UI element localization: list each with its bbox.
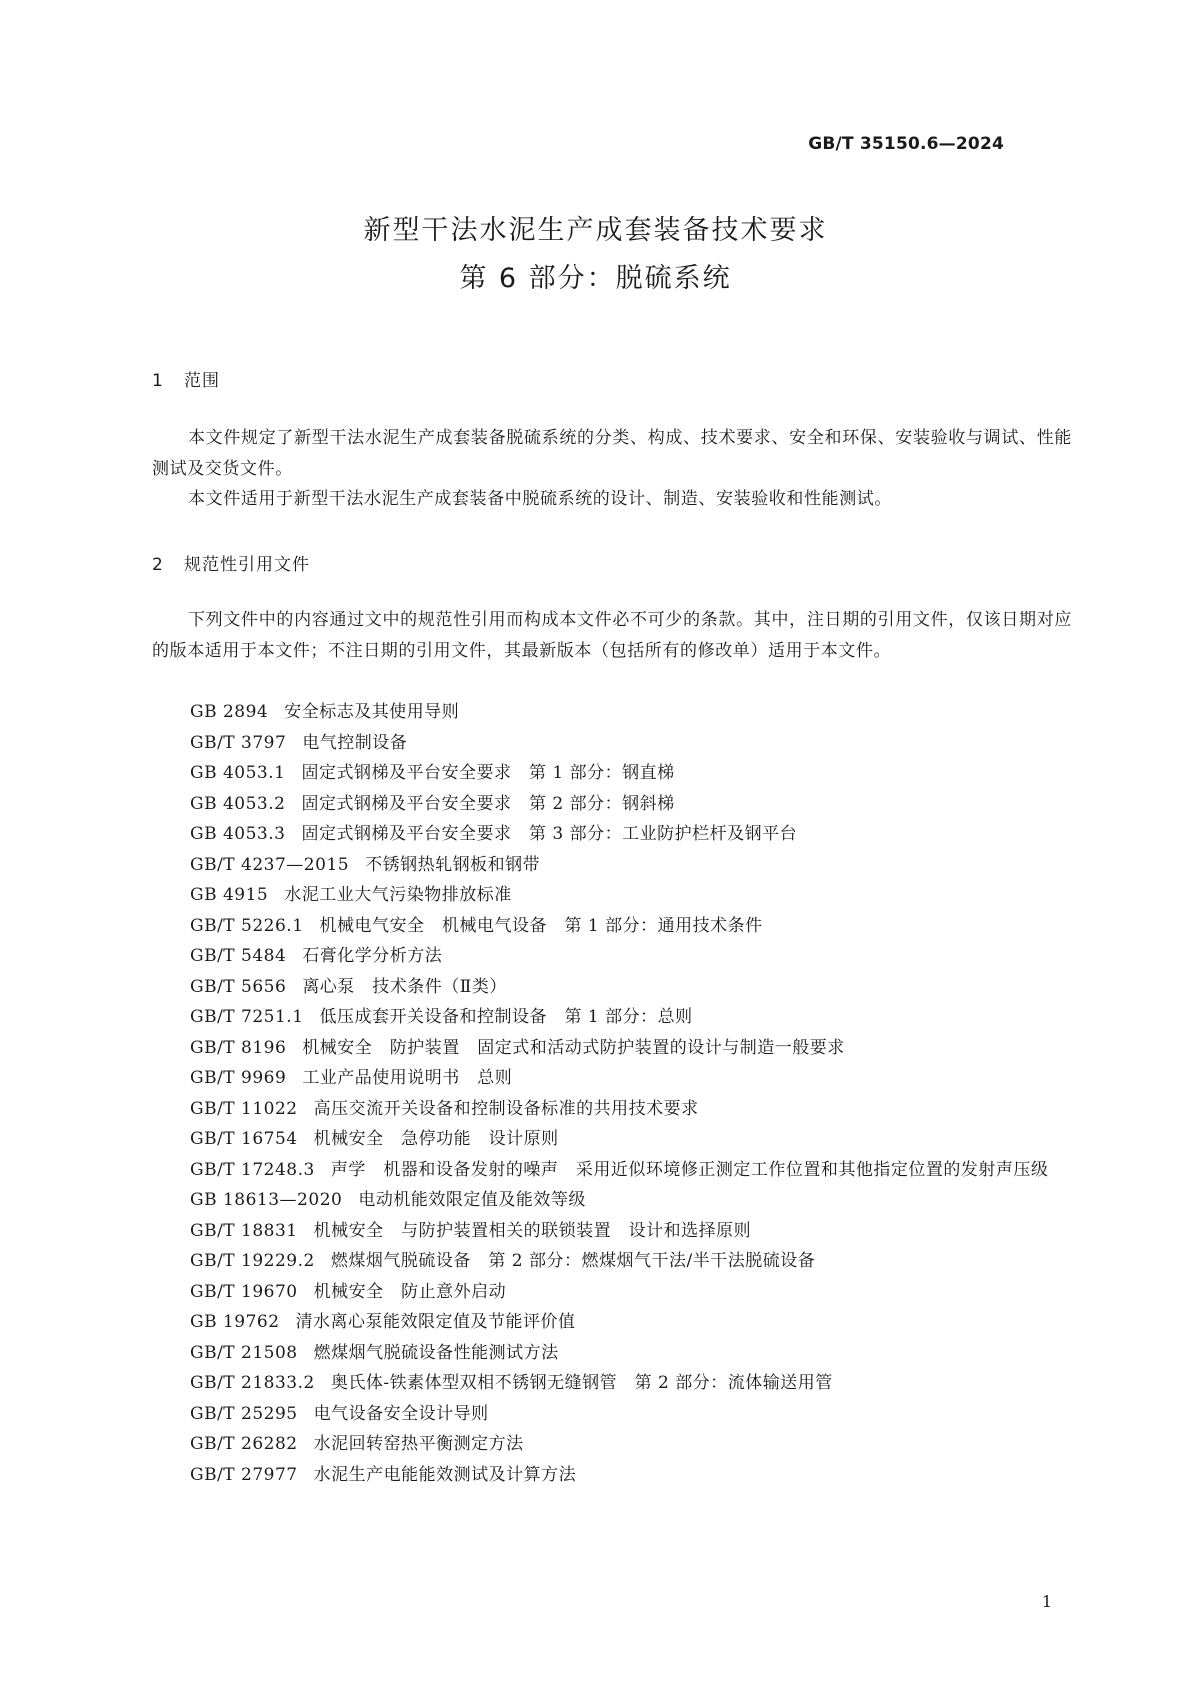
reference-title: 机械安全 防护装置 固定式和活动式防护装置的设计与制造一般要求: [302, 1037, 845, 1058]
reference-title: 清水离心泵能效限定值及节能评价值: [295, 1312, 576, 1332]
reference-title: 水泥生产电能能效测试及计算方法: [313, 1464, 577, 1485]
reference-code: GB/T 18831: [190, 1220, 298, 1241]
reference-item: [152, 1063, 1072, 1094]
reference-item: [152, 911, 1072, 942]
section-2-number: 2: [152, 555, 164, 575]
reference-code: GB 2894: [190, 702, 269, 722]
section-2-title: 规范性引用文件: [184, 555, 310, 575]
scope-paragraph-2: 本文件适用于新型干法水泥生产成套装备中脱硫系统的设计、制造、安装验收和性能测试。: [188, 489, 892, 509]
reference-item: [152, 850, 1072, 881]
reference-title: 离心泵 技术条件（Ⅱ类）: [302, 976, 507, 997]
reference-code: GB/T 16754: [190, 1129, 298, 1149]
reference-code: GB/T 26282: [190, 1434, 298, 1454]
reference-code: GB/T 5484: [190, 946, 287, 966]
reference-title: 固定式钢梯及平台安全要求 第 2 部分：钢斜梯: [301, 793, 675, 814]
reference-item: [152, 1216, 1072, 1247]
reference-title: 固定式钢梯及平台安全要求 第 1 部分：钢直梯: [301, 763, 675, 783]
reference-title: 机械安全 急停功能 设计原则: [313, 1129, 559, 1149]
reference-title: 固定式钢梯及平台安全要求 第 3 部分：工业防护栏杆及钢平台: [301, 824, 798, 844]
section-1-title: 范围: [184, 371, 220, 391]
reference-title: 工业产品使用说明书 总则: [302, 1068, 513, 1088]
reference-title: 奥氏体-铁素体型双相不锈钢无缝钢管 第 2 部分：流体输送用管: [330, 1373, 833, 1393]
reference-item: [152, 1094, 1072, 1125]
reference-title: 燃煤烟气脱硫设备 第 2 部分：燃煤烟气干法/半干法脱硫设备: [330, 1251, 816, 1271]
reference-title: 安全标志及其使用导则: [284, 702, 460, 722]
reference-item: [152, 819, 1072, 850]
reference-code: GB/T 3797: [190, 732, 287, 753]
section-1-heading: [152, 366, 220, 391]
reference-title: 石膏化学分析方法: [302, 946, 443, 966]
reference-item: [152, 1124, 1072, 1155]
reference-code: GB/T 21508: [190, 1342, 298, 1363]
reference-title: 燃煤烟气脱硫设备性能测试方法: [313, 1342, 559, 1363]
reference-code: GB/T 19670: [190, 1281, 298, 1302]
reference-code: GB/T 25295: [190, 1403, 298, 1424]
reference-item: [152, 1155, 1072, 1186]
reference-title: 高压交流开关设备和控制设备标准的共用技术要求: [313, 1098, 699, 1119]
page-number: 1: [1041, 1592, 1052, 1611]
reference-code: GB 4915: [190, 885, 269, 905]
reference-code: GB 4053.2: [190, 793, 286, 814]
reference-item: [152, 1399, 1072, 1430]
reference-item: [152, 1277, 1072, 1308]
reference-title: 机械电气安全 机械电气设备 第 1 部分：通用技术条件: [319, 915, 763, 936]
reference-title: 电气控制设备: [302, 732, 408, 753]
reference-item: [152, 1429, 1072, 1460]
reference-item: [152, 728, 1072, 759]
reference-code: GB/T 17248.3: [190, 1159, 315, 1180]
reference-item: [152, 1246, 1072, 1277]
reference-title: 水泥工业大气污染物排放标准: [284, 885, 512, 905]
reference-code: GB/T 19229.2: [190, 1251, 315, 1271]
reference-title: 低压成套开关设备和控制设备 第 1 部分：总则: [319, 1007, 693, 1027]
reference-item: [152, 1338, 1072, 1369]
reference-item: [152, 1033, 1072, 1064]
reference-item: [152, 880, 1072, 911]
reference-code: GB/T 4237—2015: [190, 854, 350, 875]
reference-title: 声学 机器和设备发射的噪声 采用近似环境修正测定工作位置和其他指定位置的发射声压级: [330, 1159, 1049, 1180]
standard-code: GB/T 35150.6—2024: [808, 134, 1004, 154]
reference-code: GB/T 21833.2: [190, 1373, 315, 1393]
reference-item: [152, 1307, 1072, 1338]
reference-item: [152, 1368, 1072, 1399]
reference-title: 机械安全 防止意外启动: [313, 1281, 507, 1302]
section-1-number: 1: [152, 371, 164, 391]
reference-title: 水泥回转窑热平衡测定方法: [313, 1434, 524, 1454]
reference-code: GB 18613—2020: [190, 1190, 343, 1210]
reference-code: GB 19762: [190, 1312, 280, 1332]
reference-code: GB/T 5226.1: [190, 915, 304, 936]
reference-item: [152, 972, 1072, 1003]
reference-code: GB/T 27977: [190, 1464, 298, 1485]
reference-code: GB 4053.1: [190, 763, 286, 783]
reference-code: GB/T 8196: [190, 1037, 287, 1058]
reference-code: GB/T 7251.1: [190, 1007, 304, 1027]
scope-paragraph-1: 本文件规定了新型干法水泥生产成套装备脱硫系统的分类、构成、技术要求、安全和环保、安装验收与调试、性能测试及交货文件。: [152, 428, 1072, 479]
reference-item: [152, 941, 1072, 972]
reference-item: [152, 758, 1072, 789]
reference-title: 不锈钢热轧钢板和钢带: [365, 854, 541, 875]
reference-item: [152, 1185, 1072, 1216]
reference-title: 机械安全 与防护装置相关的联锁装置 设计和选择原则: [313, 1220, 752, 1241]
reference-item: [152, 697, 1072, 728]
reference-item: [152, 1460, 1072, 1491]
document-subtitle: 第 6 部分：脱硫系统: [459, 263, 732, 294]
reference-code: GB 4053.3: [190, 824, 286, 844]
reference-code: GB/T 11022: [190, 1098, 298, 1119]
reference-title: 电气设备安全设计导则: [313, 1403, 489, 1424]
reference-title: 电动机能效限定值及能效等级: [358, 1190, 586, 1210]
references-intro: 下列文件中的内容通过文中的规范性引用而构成本文件必不可少的条款。其中，注日期的引用文件，仅该日期对应的版本适用于本文件；不注日期的引用文件，其最新版本（包括所有的修改单）适用于本文件。: [152, 610, 1072, 661]
section-2-heading: [152, 550, 310, 575]
reference-code: GB/T 9969: [190, 1068, 287, 1088]
document-title: 新型干法水泥生产成套装备技术要求: [363, 215, 828, 246]
reference-item: [152, 1002, 1072, 1033]
reference-item: [152, 789, 1072, 820]
reference-list: [152, 697, 1072, 1490]
reference-code: GB/T 5656: [190, 976, 287, 997]
